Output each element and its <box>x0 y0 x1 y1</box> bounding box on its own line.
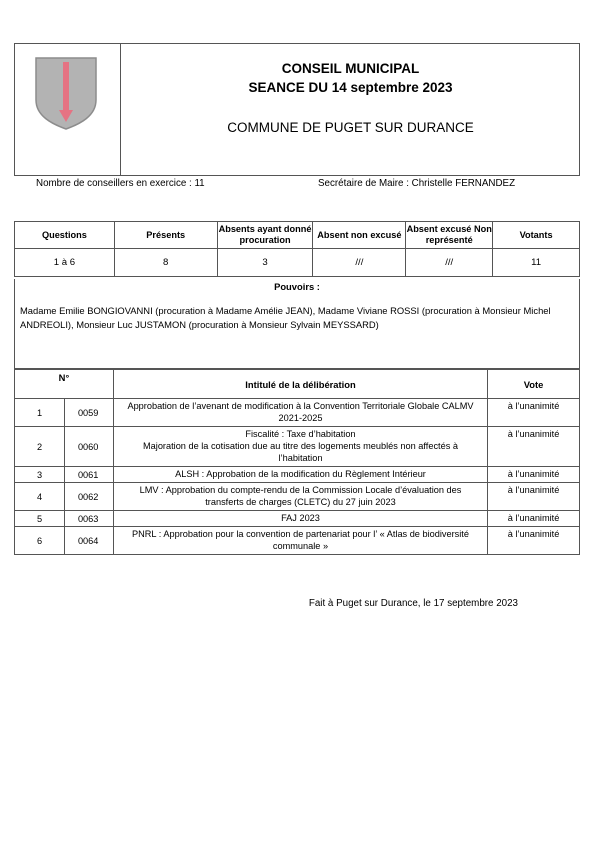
deliberation-code: 0059 <box>64 399 113 427</box>
deliberation-subject <box>113 427 487 467</box>
coat-of-arms-icon <box>34 56 98 130</box>
attendance-header-row <box>15 222 580 249</box>
pouvoirs-section <box>14 279 580 369</box>
deliberation-number: 6 <box>15 527 65 555</box>
deliberation-subject-line: PNRL : Approbation pour la convention de partenariat pour l’ « Atlas de biodiversité communale » <box>132 529 469 551</box>
vote-header: Vote <box>488 370 580 399</box>
deliberation-code: 0062 <box>64 483 113 511</box>
attendance-value: 1 à 6 <box>15 249 115 277</box>
deliberation-vote: à l’unanimité <box>488 467 580 483</box>
deliberation-subject-line: Majoration de la cotisation due au titre des logements meublés non affectés à l’habitation <box>143 441 458 463</box>
deliberation-vote: à l’unanimité <box>488 427 580 467</box>
deliberation-number: 4 <box>15 483 65 511</box>
deliberation-row <box>15 467 580 483</box>
deliberations-table <box>14 369 580 555</box>
attendance-header: Absents ayant donné procuration <box>217 222 313 249</box>
deliberation-code: 0063 <box>64 511 113 527</box>
deliberations-header-row <box>15 370 580 399</box>
deliberation-number: 2 <box>15 427 65 467</box>
secretaire: Secrétaire de Maire : Christelle FERNANDEZ <box>318 178 516 189</box>
deliberation-row <box>15 399 580 427</box>
subject-header: Intitulé de la délibération <box>113 370 487 399</box>
attendance-header: Absent non excusé <box>313 222 406 249</box>
deliberation-subject-line: ALSH : Approbation de la modification du Règlement Intérieur <box>175 469 426 479</box>
deliberation-row <box>15 427 580 467</box>
deliberation-vote: à l’unanimité <box>488 511 580 527</box>
attendance-value: 11 <box>493 249 580 277</box>
num-header: N° <box>15 370 114 399</box>
deliberation-vote: à l’unanimité <box>488 527 580 555</box>
deliberation-subject-line: LMV : Approbation du compte-rendu de la Commission Locale d’évaluation des transferts de charges (CLETC) du 27 juin 2023 <box>139 485 462 507</box>
attendance-values-row <box>15 249 580 277</box>
pouvoirs-title: Pouvoirs : <box>274 281 320 292</box>
title-line-1: CONSEIL MUNICIPAL <box>281 61 420 76</box>
attendance-value: 8 <box>114 249 217 277</box>
deliberation-vote: à l’unanimité <box>488 483 580 511</box>
signature-line: Fait à Puget sur Durance, le 17 septembre 2023 <box>308 598 518 609</box>
deliberation-row <box>15 483 580 511</box>
attendance-header: Absent excusé Non représenté <box>406 222 493 249</box>
deliberation-subject <box>113 527 487 555</box>
deliberation-code: 0061 <box>64 467 113 483</box>
deliberation-code: 0064 <box>64 527 113 555</box>
attendance-value: 3 <box>217 249 313 277</box>
deliberation-number: 1 <box>15 399 65 427</box>
deliberation-subject <box>113 399 487 427</box>
deliberation-subject <box>113 511 487 527</box>
attendance-value: /// <box>406 249 493 277</box>
deliberation-number: 5 <box>15 511 65 527</box>
commune-name: COMMUNE DE PUGET SUR DURANCE <box>227 120 474 135</box>
pouvoirs-text: Madame Emilie BONGIOVANNI (procuration à Madame Amélie JEAN), Madame Viviane ROSSI (procuration à Monsieur Michel ANDREOLI), Monsieur Luc JUSTAMON (procuration à Monsieur Sylvain MEYSSARD) <box>20 305 551 330</box>
deliberation-number: 3 <box>15 467 65 483</box>
deliberation-subject <box>113 483 487 511</box>
attendance-value: /// <box>313 249 406 277</box>
deliberation-subject-line: FAJ 2023 <box>281 513 320 523</box>
deliberation-vote: à l’unanimité <box>488 399 580 427</box>
attendance-header: Votants <box>493 222 580 249</box>
attendance-header: Questions <box>15 222 115 249</box>
attendance-table <box>14 221 580 277</box>
attendance-header: Présents <box>114 222 217 249</box>
deliberation-code: 0060 <box>64 427 113 467</box>
conseillers-count: Nombre de conseillers en exercice : 11 <box>36 178 205 189</box>
title-line-2: SEANCE DU 14 septembre 2023 <box>248 80 453 95</box>
deliberation-row <box>15 511 580 527</box>
deliberation-subject-line: Approbation de l’avenant de modification à la Convention Territoriale Globale CALMV 2021-2025 <box>127 401 474 423</box>
deliberation-row <box>15 527 580 555</box>
deliberation-subject-line: Fiscalité : Taxe d’habitation <box>245 429 356 439</box>
deliberation-subject <box>113 467 487 483</box>
